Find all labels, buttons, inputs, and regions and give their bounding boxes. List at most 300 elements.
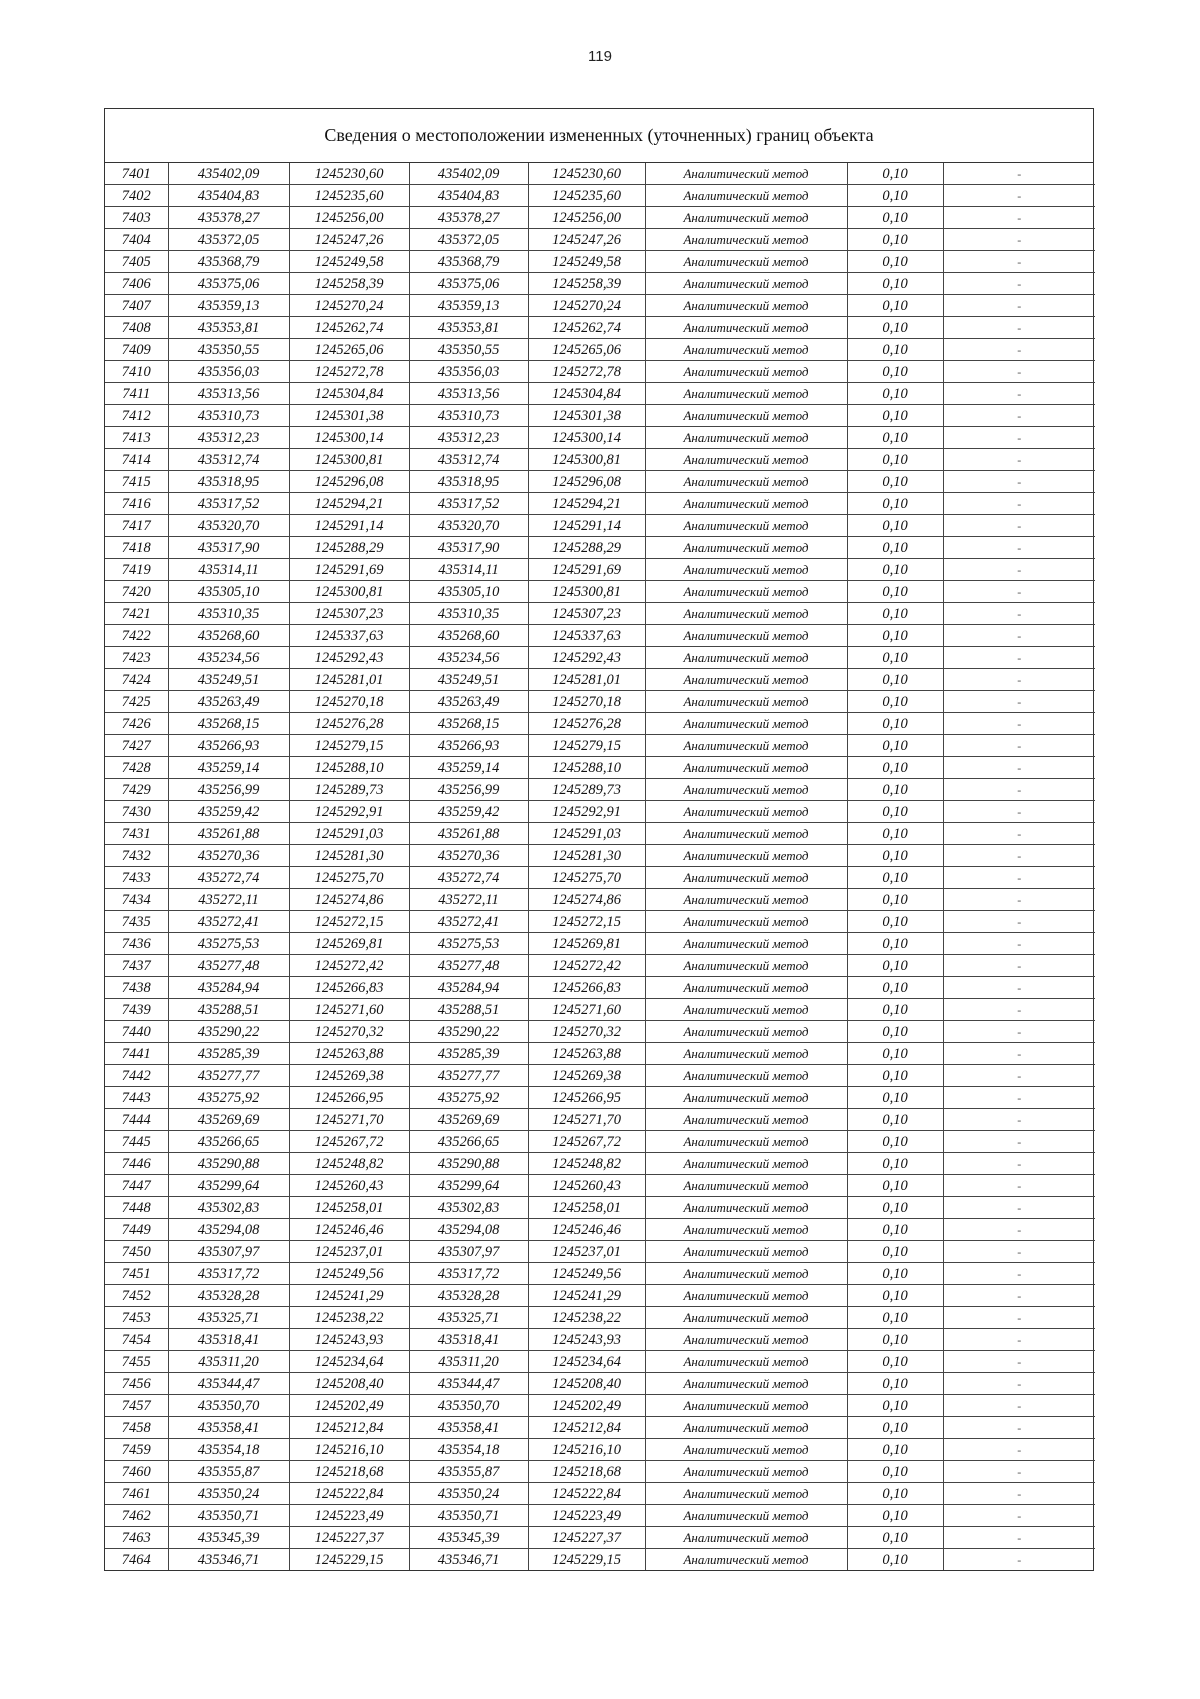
table-row — [105, 757, 1095, 779]
new-y-cell: 1245202,49 — [528, 1395, 645, 1417]
old-x-cell: 435368,79 — [168, 251, 289, 273]
point-number-cell: 7423 — [105, 647, 168, 669]
description-cell: - — [943, 1175, 1095, 1197]
table-row — [105, 537, 1095, 559]
description-cell: - — [943, 537, 1095, 559]
method-cell: Аналитический метод — [645, 339, 847, 361]
new-x-cell: 435277,77 — [409, 1065, 528, 1087]
point-number-cell: 7462 — [105, 1505, 168, 1527]
old-x-cell: 435261,88 — [168, 823, 289, 845]
description-cell: - — [943, 1417, 1095, 1439]
description-cell: - — [943, 207, 1095, 229]
accuracy-cell: 0,10 — [847, 1351, 943, 1373]
point-number-cell: 7417 — [105, 515, 168, 537]
accuracy-cell: 0,10 — [847, 1131, 943, 1153]
accuracy-cell: 0,10 — [847, 867, 943, 889]
accuracy-cell: 0,10 — [847, 1395, 943, 1417]
table-row — [105, 647, 1095, 669]
description-cell: - — [943, 1065, 1095, 1087]
new-y-cell: 1245275,70 — [528, 867, 645, 889]
accuracy-cell: 0,10 — [847, 1263, 943, 1285]
old-y-cell: 1245222,84 — [289, 1483, 409, 1505]
new-x-cell: 435270,36 — [409, 845, 528, 867]
new-y-cell: 1245288,29 — [528, 537, 645, 559]
old-x-cell: 435305,10 — [168, 581, 289, 603]
new-x-cell: 435299,64 — [409, 1175, 528, 1197]
new-x-cell: 435313,56 — [409, 383, 528, 405]
accuracy-cell: 0,10 — [847, 1021, 943, 1043]
new-x-cell: 435368,79 — [409, 251, 528, 273]
new-y-cell: 1245218,68 — [528, 1461, 645, 1483]
old-x-cell: 435345,39 — [168, 1527, 289, 1549]
accuracy-cell: 0,10 — [847, 427, 943, 449]
old-x-cell: 435272,41 — [168, 911, 289, 933]
old-y-cell: 1245216,10 — [289, 1439, 409, 1461]
old-y-cell: 1245272,78 — [289, 361, 409, 383]
point-number-cell: 7434 — [105, 889, 168, 911]
accuracy-cell: 0,10 — [847, 955, 943, 977]
old-y-cell: 1245258,39 — [289, 273, 409, 295]
point-number-cell: 7428 — [105, 757, 168, 779]
old-x-cell: 435302,83 — [168, 1197, 289, 1219]
accuracy-cell: 0,10 — [847, 1109, 943, 1131]
old-x-cell: 435359,13 — [168, 295, 289, 317]
new-y-cell: 1245292,43 — [528, 647, 645, 669]
method-cell: Аналитический метод — [645, 603, 847, 625]
method-cell: Аналитический метод — [645, 449, 847, 471]
old-x-cell: 435290,88 — [168, 1153, 289, 1175]
description-cell: - — [943, 933, 1095, 955]
description-cell: - — [943, 1527, 1095, 1549]
old-x-cell: 435328,28 — [168, 1285, 289, 1307]
method-cell: Аналитический метод — [645, 207, 847, 229]
accuracy-cell: 0,10 — [847, 1505, 943, 1527]
method-cell: Аналитический метод — [645, 515, 847, 537]
method-cell: Аналитический метод — [645, 647, 847, 669]
point-number-cell: 7456 — [105, 1373, 168, 1395]
new-y-cell: 1245271,60 — [528, 999, 645, 1021]
new-y-cell: 1245265,06 — [528, 339, 645, 361]
table-row — [105, 361, 1095, 383]
point-number-cell: 7401 — [105, 163, 168, 185]
method-cell: Аналитический метод — [645, 471, 847, 493]
old-x-cell: 435310,73 — [168, 405, 289, 427]
new-y-cell: 1245235,60 — [528, 185, 645, 207]
point-number-cell: 7443 — [105, 1087, 168, 1109]
description-cell: - — [943, 339, 1095, 361]
old-y-cell: 1245294,21 — [289, 493, 409, 515]
table-row — [105, 581, 1095, 603]
accuracy-cell: 0,10 — [847, 1307, 943, 1329]
new-x-cell: 435350,24 — [409, 1483, 528, 1505]
old-x-cell: 435272,74 — [168, 867, 289, 889]
old-x-cell: 435269,69 — [168, 1109, 289, 1131]
description-cell: - — [943, 955, 1095, 977]
description-cell: - — [943, 757, 1095, 779]
point-number-cell: 7440 — [105, 1021, 168, 1043]
accuracy-cell: 0,10 — [847, 735, 943, 757]
new-x-cell: 435284,94 — [409, 977, 528, 999]
new-x-cell: 435317,72 — [409, 1263, 528, 1285]
page-number: 119 — [588, 48, 612, 65]
old-y-cell: 1245301,38 — [289, 405, 409, 427]
point-number-cell: 7421 — [105, 603, 168, 625]
new-x-cell: 435404,83 — [409, 185, 528, 207]
old-x-cell: 435312,74 — [168, 449, 289, 471]
point-number-cell: 7425 — [105, 691, 168, 713]
method-cell: Аналитический метод — [645, 581, 847, 603]
method-cell: Аналитический метод — [645, 1417, 847, 1439]
table-row — [105, 449, 1095, 471]
method-cell: Аналитический метод — [645, 1373, 847, 1395]
table-row — [105, 493, 1095, 515]
old-x-cell: 435350,70 — [168, 1395, 289, 1417]
method-cell: Аналитический метод — [645, 163, 847, 185]
new-y-cell: 1245243,93 — [528, 1329, 645, 1351]
old-y-cell: 1245271,70 — [289, 1109, 409, 1131]
new-y-cell: 1245300,81 — [528, 581, 645, 603]
table-row — [105, 229, 1095, 251]
description-cell: - — [943, 383, 1095, 405]
new-x-cell: 435402,09 — [409, 163, 528, 185]
table-row — [105, 163, 1095, 185]
method-cell: Аналитический метод — [645, 383, 847, 405]
table-row — [105, 823, 1095, 845]
description-cell: - — [943, 427, 1095, 449]
old-y-cell: 1245262,74 — [289, 317, 409, 339]
new-x-cell: 435317,52 — [409, 493, 528, 515]
method-cell: Аналитический метод — [645, 317, 847, 339]
table-row — [105, 1461, 1095, 1483]
accuracy-cell: 0,10 — [847, 625, 943, 647]
accuracy-cell: 0,10 — [847, 185, 943, 207]
old-y-cell: 1245248,82 — [289, 1153, 409, 1175]
old-x-cell: 435268,60 — [168, 625, 289, 647]
method-cell: Аналитический метод — [645, 757, 847, 779]
accuracy-cell: 0,10 — [847, 273, 943, 295]
new-x-cell: 435288,51 — [409, 999, 528, 1021]
accuracy-cell: 0,10 — [847, 691, 943, 713]
new-y-cell: 1245337,63 — [528, 625, 645, 647]
new-y-cell: 1245249,58 — [528, 251, 645, 273]
new-y-cell: 1245247,26 — [528, 229, 645, 251]
new-y-cell: 1245263,88 — [528, 1043, 645, 1065]
new-x-cell: 435266,93 — [409, 735, 528, 757]
new-y-cell: 1245281,01 — [528, 669, 645, 691]
accuracy-cell: 0,10 — [847, 405, 943, 427]
method-cell: Аналитический метод — [645, 1109, 847, 1131]
old-y-cell: 1245300,14 — [289, 427, 409, 449]
old-x-cell: 435344,47 — [168, 1373, 289, 1395]
old-y-cell: 1245300,81 — [289, 581, 409, 603]
method-cell: Аналитический метод — [645, 1153, 847, 1175]
table-row — [105, 339, 1095, 361]
old-y-cell: 1245237,01 — [289, 1241, 409, 1263]
point-number-cell: 7407 — [105, 295, 168, 317]
new-x-cell: 435328,28 — [409, 1285, 528, 1307]
method-cell: Аналитический метод — [645, 537, 847, 559]
table-row — [105, 427, 1095, 449]
accuracy-cell: 0,10 — [847, 889, 943, 911]
old-y-cell: 1245271,60 — [289, 999, 409, 1021]
old-y-cell: 1245212,84 — [289, 1417, 409, 1439]
description-cell: - — [943, 647, 1095, 669]
old-y-cell: 1245230,60 — [289, 163, 409, 185]
new-y-cell: 1245270,32 — [528, 1021, 645, 1043]
description-cell: - — [943, 1483, 1095, 1505]
new-x-cell: 435312,74 — [409, 449, 528, 471]
table-row — [105, 691, 1095, 713]
old-y-cell: 1245272,15 — [289, 911, 409, 933]
point-number-cell: 7402 — [105, 185, 168, 207]
old-x-cell: 435288,51 — [168, 999, 289, 1021]
new-x-cell: 435375,06 — [409, 273, 528, 295]
accuracy-cell: 0,10 — [847, 1153, 943, 1175]
accuracy-cell: 0,10 — [847, 1285, 943, 1307]
description-cell: - — [943, 581, 1095, 603]
table-row — [105, 1065, 1095, 1087]
new-y-cell: 1245288,10 — [528, 757, 645, 779]
table-row — [105, 735, 1095, 757]
point-number-cell: 7433 — [105, 867, 168, 889]
table-row — [105, 1263, 1095, 1285]
point-number-cell: 7409 — [105, 339, 168, 361]
new-y-cell: 1245276,28 — [528, 713, 645, 735]
point-number-cell: 7450 — [105, 1241, 168, 1263]
point-number-cell: 7406 — [105, 273, 168, 295]
description-cell: - — [943, 273, 1095, 295]
new-y-cell: 1245269,38 — [528, 1065, 645, 1087]
old-y-cell: 1245234,64 — [289, 1351, 409, 1373]
accuracy-cell: 0,10 — [847, 493, 943, 515]
old-y-cell: 1245270,32 — [289, 1021, 409, 1043]
description-cell: - — [943, 1351, 1095, 1373]
accuracy-cell: 0,10 — [847, 1175, 943, 1197]
old-x-cell: 435313,56 — [168, 383, 289, 405]
point-number-cell: 7431 — [105, 823, 168, 845]
new-x-cell: 435350,55 — [409, 339, 528, 361]
description-cell: - — [943, 889, 1095, 911]
point-number-cell: 7445 — [105, 1131, 168, 1153]
point-number-cell: 7453 — [105, 1307, 168, 1329]
accuracy-cell: 0,10 — [847, 823, 943, 845]
new-x-cell: 435356,03 — [409, 361, 528, 383]
old-y-cell: 1245296,08 — [289, 471, 409, 493]
accuracy-cell: 0,10 — [847, 779, 943, 801]
description-cell: - — [943, 1109, 1095, 1131]
method-cell: Аналитический метод — [645, 1021, 847, 1043]
new-y-cell: 1245300,81 — [528, 449, 645, 471]
point-number-cell: 7432 — [105, 845, 168, 867]
accuracy-cell: 0,10 — [847, 1483, 943, 1505]
old-y-cell: 1245218,68 — [289, 1461, 409, 1483]
accuracy-cell: 0,10 — [847, 603, 943, 625]
table-row — [105, 1417, 1095, 1439]
table-row — [105, 1307, 1095, 1329]
new-y-cell: 1245300,14 — [528, 427, 645, 449]
table-row — [105, 999, 1095, 1021]
old-x-cell: 435275,92 — [168, 1087, 289, 1109]
description-cell: - — [943, 1197, 1095, 1219]
table-row — [105, 1153, 1095, 1175]
old-x-cell: 435375,06 — [168, 273, 289, 295]
new-x-cell: 435318,95 — [409, 471, 528, 493]
old-x-cell: 435350,55 — [168, 339, 289, 361]
new-x-cell: 435346,71 — [409, 1549, 528, 1571]
method-cell: Аналитический метод — [645, 559, 847, 581]
method-cell: Аналитический метод — [645, 1505, 847, 1527]
method-cell: Аналитический метод — [645, 295, 847, 317]
table-row — [105, 713, 1095, 735]
method-cell: Аналитический метод — [645, 867, 847, 889]
new-y-cell: 1245256,00 — [528, 207, 645, 229]
method-cell: Аналитический метод — [645, 735, 847, 757]
old-x-cell: 435317,72 — [168, 1263, 289, 1285]
old-y-cell: 1245274,86 — [289, 889, 409, 911]
description-cell: - — [943, 1307, 1095, 1329]
accuracy-cell: 0,10 — [847, 757, 943, 779]
old-x-cell: 435350,71 — [168, 1505, 289, 1527]
point-number-cell: 7411 — [105, 383, 168, 405]
point-number-cell: 7446 — [105, 1153, 168, 1175]
old-y-cell: 1245276,28 — [289, 713, 409, 735]
table-row — [105, 1285, 1095, 1307]
point-number-cell: 7449 — [105, 1219, 168, 1241]
method-cell: Аналитический метод — [645, 1087, 847, 1109]
description-cell: - — [943, 1549, 1095, 1571]
point-number-cell: 7461 — [105, 1483, 168, 1505]
new-y-cell: 1245292,91 — [528, 801, 645, 823]
new-x-cell: 435266,65 — [409, 1131, 528, 1153]
description-cell: - — [943, 735, 1095, 757]
point-number-cell: 7459 — [105, 1439, 168, 1461]
table-row — [105, 977, 1095, 999]
point-number-cell: 7451 — [105, 1263, 168, 1285]
description-cell: - — [943, 1285, 1095, 1307]
new-y-cell: 1245258,39 — [528, 273, 645, 295]
description-cell: - — [943, 1021, 1095, 1043]
method-cell: Аналитический метод — [645, 1065, 847, 1087]
description-cell: - — [943, 603, 1095, 625]
method-cell: Аналитический метод — [645, 1307, 847, 1329]
old-y-cell: 1245265,06 — [289, 339, 409, 361]
point-number-cell: 7427 — [105, 735, 168, 757]
old-y-cell: 1245289,73 — [289, 779, 409, 801]
point-number-cell: 7404 — [105, 229, 168, 251]
description-cell: - — [943, 801, 1095, 823]
method-cell: Аналитический метод — [645, 1131, 847, 1153]
description-cell: - — [943, 163, 1095, 185]
new-y-cell: 1245270,24 — [528, 295, 645, 317]
accuracy-cell: 0,10 — [847, 163, 943, 185]
new-x-cell: 435268,60 — [409, 625, 528, 647]
description-cell: - — [943, 1131, 1095, 1153]
point-number-cell: 7437 — [105, 955, 168, 977]
new-y-cell: 1245272,78 — [528, 361, 645, 383]
new-x-cell: 435312,23 — [409, 427, 528, 449]
old-x-cell: 435285,39 — [168, 1043, 289, 1065]
old-x-cell: 435272,11 — [168, 889, 289, 911]
accuracy-cell: 0,10 — [847, 1087, 943, 1109]
old-x-cell: 435358,41 — [168, 1417, 289, 1439]
table-row — [105, 1219, 1095, 1241]
old-y-cell: 1245307,23 — [289, 603, 409, 625]
description-cell: - — [943, 669, 1095, 691]
table-row — [105, 845, 1095, 867]
table-row — [105, 1395, 1095, 1417]
new-x-cell: 435310,35 — [409, 603, 528, 625]
accuracy-cell: 0,10 — [847, 911, 943, 933]
new-y-cell: 1245272,15 — [528, 911, 645, 933]
method-cell: Аналитический метод — [645, 1219, 847, 1241]
point-number-cell: 7439 — [105, 999, 168, 1021]
accuracy-cell: 0,10 — [847, 845, 943, 867]
method-cell: Аналитический метод — [645, 1329, 847, 1351]
new-y-cell: 1245296,08 — [528, 471, 645, 493]
old-y-cell: 1245247,26 — [289, 229, 409, 251]
new-x-cell: 435350,70 — [409, 1395, 528, 1417]
old-x-cell: 435311,20 — [168, 1351, 289, 1373]
old-y-cell: 1245246,46 — [289, 1219, 409, 1241]
point-number-cell: 7460 — [105, 1461, 168, 1483]
new-x-cell: 435263,49 — [409, 691, 528, 713]
point-number-cell: 7405 — [105, 251, 168, 273]
table-row — [105, 955, 1095, 977]
point-number-cell: 7448 — [105, 1197, 168, 1219]
new-y-cell: 1245216,10 — [528, 1439, 645, 1461]
method-cell: Аналитический метод — [645, 933, 847, 955]
point-number-cell: 7413 — [105, 427, 168, 449]
accuracy-cell: 0,10 — [847, 317, 943, 339]
old-y-cell: 1245288,10 — [289, 757, 409, 779]
method-cell: Аналитический метод — [645, 1395, 847, 1417]
point-number-cell: 7442 — [105, 1065, 168, 1087]
old-y-cell: 1245337,63 — [289, 625, 409, 647]
old-y-cell: 1245249,56 — [289, 1263, 409, 1285]
new-x-cell: 435234,56 — [409, 647, 528, 669]
new-x-cell: 435256,99 — [409, 779, 528, 801]
description-cell: - — [943, 1329, 1095, 1351]
old-y-cell: 1245279,15 — [289, 735, 409, 757]
old-y-cell: 1245275,70 — [289, 867, 409, 889]
point-number-cell: 7452 — [105, 1285, 168, 1307]
old-x-cell: 435290,22 — [168, 1021, 289, 1043]
accuracy-cell: 0,10 — [847, 207, 943, 229]
new-x-cell: 435277,48 — [409, 955, 528, 977]
new-y-cell: 1245266,83 — [528, 977, 645, 999]
accuracy-cell: 0,10 — [847, 1527, 943, 1549]
new-x-cell: 435318,41 — [409, 1329, 528, 1351]
old-x-cell: 435350,24 — [168, 1483, 289, 1505]
old-y-cell: 1245260,43 — [289, 1175, 409, 1197]
old-y-cell: 1245241,29 — [289, 1285, 409, 1307]
accuracy-cell: 0,10 — [847, 933, 943, 955]
point-number-cell: 7457 — [105, 1395, 168, 1417]
description-cell: - — [943, 361, 1095, 383]
table-row — [105, 1505, 1095, 1527]
description-cell: - — [943, 1241, 1095, 1263]
old-x-cell: 435314,11 — [168, 559, 289, 581]
new-y-cell: 1245262,74 — [528, 317, 645, 339]
description-cell: - — [943, 471, 1095, 493]
table-row — [105, 471, 1095, 493]
point-number-cell: 7436 — [105, 933, 168, 955]
table-row — [105, 801, 1095, 823]
method-cell: Аналитический метод — [645, 977, 847, 999]
new-y-cell: 1245281,30 — [528, 845, 645, 867]
old-x-cell: 435355,87 — [168, 1461, 289, 1483]
old-x-cell: 435277,48 — [168, 955, 289, 977]
